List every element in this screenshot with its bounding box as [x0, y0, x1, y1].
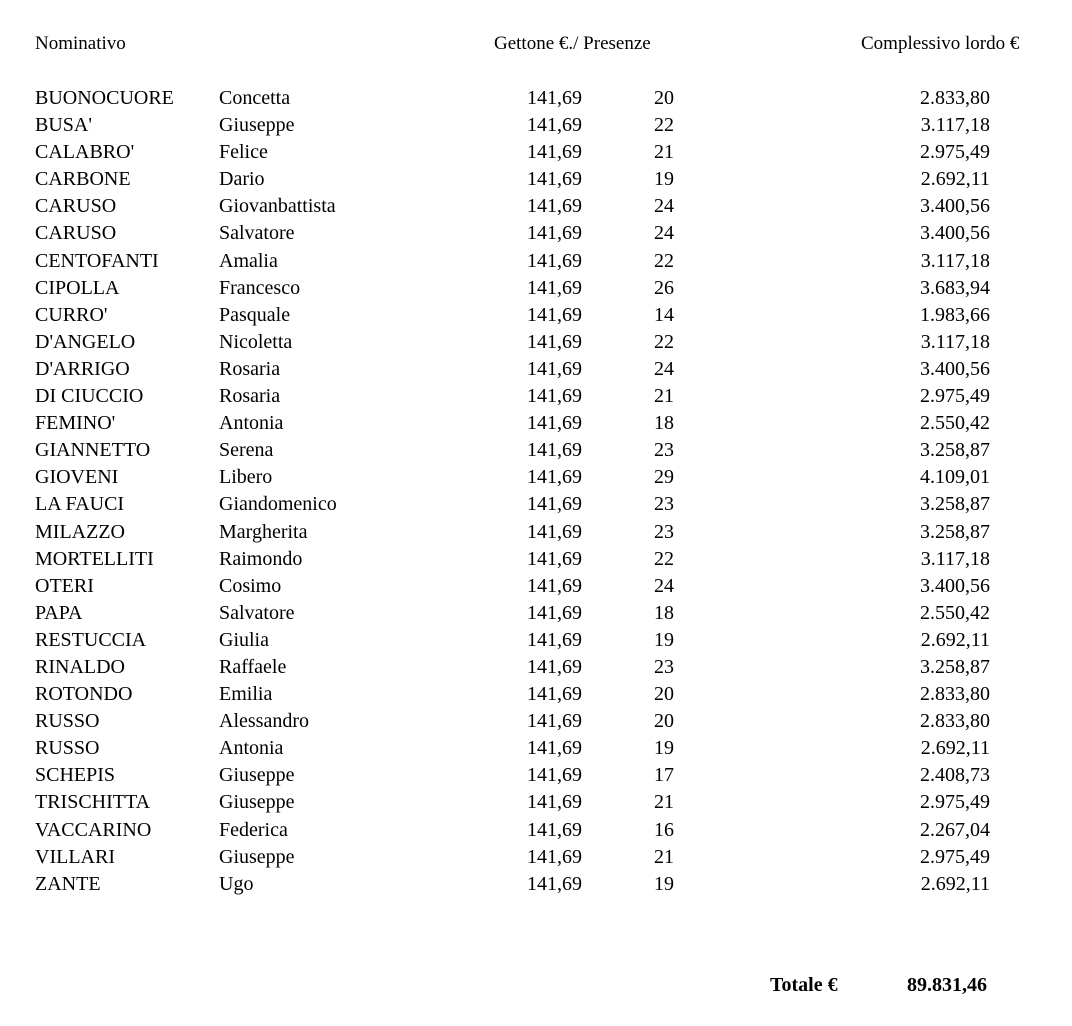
gross-total-cell: 3.117,18 [920, 330, 990, 353]
fee-cell: 141,69 [527, 168, 582, 191]
table-row [0, 465, 1072, 492]
gross-total-cell: 3.117,18 [920, 114, 990, 137]
table-row [0, 492, 1072, 519]
presences-cell: 18 [654, 412, 674, 435]
presences-cell: 29 [654, 466, 674, 489]
presences-cell: 24 [654, 222, 674, 245]
first-name-cell: Amalia [219, 249, 278, 272]
table-row [0, 384, 1072, 411]
fee-cell: 141,69 [527, 845, 582, 868]
gross-total-cell: 3.683,94 [920, 276, 990, 299]
table-row [0, 574, 1072, 601]
table-row [0, 276, 1072, 303]
fee-cell: 141,69 [527, 655, 582, 678]
presences-cell: 21 [654, 141, 674, 164]
gross-total-cell: 2.550,42 [920, 412, 990, 435]
presences-cell: 21 [654, 845, 674, 868]
table-row [0, 763, 1072, 790]
fee-cell: 141,69 [527, 818, 582, 841]
table-row [0, 520, 1072, 547]
surname-cell: DI CIUCCIO [35, 385, 144, 408]
gross-total-cell: 2.692,11 [920, 628, 990, 651]
gross-total-cell: 3.258,87 [920, 493, 990, 516]
first-name-cell: Giandomenico [219, 493, 337, 516]
table-row [0, 736, 1072, 763]
surname-cell: CIPOLLA [35, 276, 120, 299]
surname-cell: ZANTE [35, 872, 101, 895]
total-label: Totale € [770, 974, 838, 996]
gross-total-cell: 3.400,56 [920, 574, 990, 597]
first-name-cell: Alessandro [219, 710, 309, 733]
presences-cell: 19 [654, 872, 674, 895]
table-row [0, 872, 1072, 899]
gross-total-cell: 3.400,56 [920, 195, 990, 218]
gross-total-cell: 3.258,87 [920, 520, 990, 543]
gross-total-cell: 1.983,66 [920, 303, 990, 326]
first-name-cell: Raimondo [219, 547, 303, 570]
presences-cell: 24 [654, 357, 674, 380]
presences-cell: 16 [654, 818, 674, 841]
first-name-cell: Nicoletta [219, 330, 293, 353]
fee-cell: 141,69 [527, 222, 582, 245]
table-row [0, 113, 1072, 140]
first-name-cell: Giuseppe [219, 791, 295, 814]
gross-total-cell: 3.258,87 [920, 655, 990, 678]
fee-cell: 141,69 [527, 87, 582, 109]
presences-cell: 21 [654, 385, 674, 408]
header-name-column: Nominativo [35, 33, 126, 54]
table-row [0, 709, 1072, 736]
first-name-cell: Francesco [219, 276, 301, 299]
fee-cell: 141,69 [527, 385, 582, 408]
fee-cell: 141,69 [527, 520, 582, 543]
surname-cell: CENTOFANTI [35, 249, 159, 272]
gross-total-cell: 2.833,80 [920, 683, 990, 706]
first-name-cell: Felice [219, 141, 268, 164]
first-name-cell: Giulia [219, 628, 269, 651]
first-name-cell: Emilia [219, 683, 273, 706]
first-name-cell: Giovanbattista [219, 195, 336, 218]
surname-cell: CARUSO [35, 222, 117, 245]
fee-cell: 141,69 [527, 547, 582, 570]
first-name-cell: Cosimo [219, 574, 282, 597]
surname-cell: RINALDO [35, 655, 125, 678]
gross-total-cell: 3.117,18 [920, 249, 990, 272]
presences-cell: 23 [654, 655, 674, 678]
presences-cell: 19 [654, 628, 674, 651]
gross-total-cell: 4.109,01 [920, 466, 990, 489]
table-row [0, 249, 1072, 276]
presences-cell: 22 [654, 114, 674, 137]
presences-cell: 19 [654, 737, 674, 760]
fee-cell: 141,69 [527, 412, 582, 435]
fee-cell: 141,69 [527, 683, 582, 706]
table-row [0, 547, 1072, 574]
table-row [0, 303, 1072, 330]
first-name-cell: Giuseppe [219, 764, 295, 787]
header-fee-presences-column: Gettone €./ Presenze [494, 33, 651, 54]
gross-total-cell: 2.692,11 [920, 737, 990, 760]
gross-total-cell: 2.692,11 [920, 168, 990, 191]
surname-cell: CALABRO' [35, 141, 135, 164]
first-name-cell: Margherita [219, 520, 308, 543]
first-name-cell: Serena [219, 439, 274, 462]
gross-total-cell: 3.400,56 [920, 357, 990, 380]
surname-cell: OTERI [35, 574, 94, 597]
fee-cell: 141,69 [527, 710, 582, 733]
first-name-cell: Pasquale [219, 303, 291, 326]
table-row [0, 682, 1072, 709]
fee-cell: 141,69 [527, 601, 582, 624]
table-row [0, 628, 1072, 655]
gross-total-cell: 2.975,49 [920, 385, 990, 408]
fee-cell: 141,69 [527, 330, 582, 353]
gross-total-cell: 2.975,49 [920, 141, 990, 164]
table-row [0, 790, 1072, 817]
table-row [0, 601, 1072, 628]
presences-cell: 19 [654, 168, 674, 191]
fee-cell: 141,69 [527, 276, 582, 299]
gross-total-cell: 3.258,87 [920, 439, 990, 462]
first-name-cell: Antonia [219, 737, 284, 760]
first-name-cell: Giuseppe [219, 114, 295, 137]
surname-cell: RUSSO [35, 737, 100, 760]
first-name-cell: Federica [219, 818, 288, 841]
gross-total-cell: 2.833,80 [920, 710, 990, 733]
gross-total-cell: 2.833,80 [920, 87, 990, 109]
first-name-cell: Raffaele [219, 655, 287, 678]
presences-cell: 23 [654, 493, 674, 516]
table-row [0, 86, 1072, 113]
surname-cell: GIOVENI [35, 466, 119, 489]
presences-cell: 17 [654, 764, 674, 787]
fee-cell: 141,69 [527, 466, 582, 489]
surname-cell: RUSSO [35, 710, 100, 733]
table-row [0, 194, 1072, 221]
table-row [0, 655, 1072, 682]
gross-total-cell: 2.408,73 [920, 764, 990, 787]
first-name-cell: Rosaria [219, 385, 281, 408]
fee-cell: 141,69 [527, 764, 582, 787]
surname-cell: RESTUCCIA [35, 628, 147, 651]
fee-cell: 141,69 [527, 872, 582, 895]
table-row [0, 330, 1072, 357]
gross-total-cell: 2.975,49 [920, 791, 990, 814]
first-name-cell: Salvatore [219, 222, 295, 245]
table-row [0, 140, 1072, 167]
table-row [0, 411, 1072, 438]
fee-cell: 141,69 [527, 791, 582, 814]
surname-cell: D'ARRIGO [35, 357, 130, 380]
presences-cell: 23 [654, 439, 674, 462]
fee-cell: 141,69 [527, 628, 582, 651]
gross-total-cell: 3.117,18 [920, 547, 990, 570]
fee-cell: 141,69 [527, 737, 582, 760]
surname-cell: BUSA' [35, 114, 92, 137]
first-name-cell: Ugo [219, 872, 254, 895]
first-name-cell: Dario [219, 168, 265, 191]
table-row [0, 438, 1072, 465]
presences-cell: 26 [654, 276, 674, 299]
surname-cell: VACCARINO [35, 818, 152, 841]
fee-cell: 141,69 [527, 114, 582, 137]
presences-cell: 22 [654, 249, 674, 272]
gross-total-cell: 2.692,11 [920, 872, 990, 895]
gross-total-cell: 2.975,49 [920, 845, 990, 868]
table-row [0, 845, 1072, 872]
surname-cell: CARUSO [35, 195, 117, 218]
surname-cell: FEMINO' [35, 412, 116, 435]
header-total-column: Complessivo lordo € [861, 33, 1020, 54]
presences-cell: 24 [654, 574, 674, 597]
first-name-cell: Giuseppe [219, 845, 295, 868]
first-name-cell: Salvatore [219, 601, 295, 624]
surname-cell: SCHEPIS [35, 764, 116, 787]
fee-cell: 141,69 [527, 574, 582, 597]
surname-cell: CURRO' [35, 303, 108, 326]
first-name-cell: Libero [219, 466, 273, 489]
presences-cell: 22 [654, 547, 674, 570]
presences-cell: 23 [654, 520, 674, 543]
surname-cell: GIANNETTO [35, 439, 151, 462]
presences-cell: 24 [654, 195, 674, 218]
first-name-cell: Concetta [219, 87, 291, 109]
presences-cell: 20 [654, 683, 674, 706]
fee-cell: 141,69 [527, 439, 582, 462]
surname-cell: MORTELLITI [35, 547, 154, 570]
surname-cell: BUONOCUORE [35, 87, 174, 109]
table-row [0, 167, 1072, 194]
surname-cell: VILLARI [35, 845, 115, 868]
presences-cell: 18 [654, 601, 674, 624]
fee-cell: 141,69 [527, 357, 582, 380]
table-body [0, 86, 1072, 899]
gross-total-cell: 2.267,04 [920, 818, 990, 841]
gross-total-cell: 2.550,42 [920, 601, 990, 624]
presences-cell: 22 [654, 330, 674, 353]
surname-cell: LA FAUCI [35, 493, 125, 516]
surname-cell: MILAZZO [35, 520, 125, 543]
fee-cell: 141,69 [527, 141, 582, 164]
gross-total-cell: 3.400,56 [920, 222, 990, 245]
surname-cell: ROTONDO [35, 683, 133, 706]
fee-cell: 141,69 [527, 195, 582, 218]
fee-cell: 141,69 [527, 249, 582, 272]
surname-cell: TRISCHITTA [35, 791, 151, 814]
total-value: 89.831,46 [907, 974, 987, 996]
surname-cell: D'ANGELO [35, 330, 136, 353]
presences-cell: 20 [654, 87, 674, 109]
first-name-cell: Antonia [219, 412, 284, 435]
presences-cell: 20 [654, 710, 674, 733]
table-row [0, 818, 1072, 845]
presences-cell: 21 [654, 791, 674, 814]
fee-cell: 141,69 [527, 303, 582, 326]
presences-cell: 14 [654, 303, 674, 326]
surname-cell: CARBONE [35, 168, 131, 191]
surname-cell: PAPA [35, 601, 83, 624]
table-row [0, 221, 1072, 248]
table-row [0, 357, 1072, 384]
first-name-cell: Rosaria [219, 357, 281, 380]
fee-cell: 141,69 [527, 493, 582, 516]
